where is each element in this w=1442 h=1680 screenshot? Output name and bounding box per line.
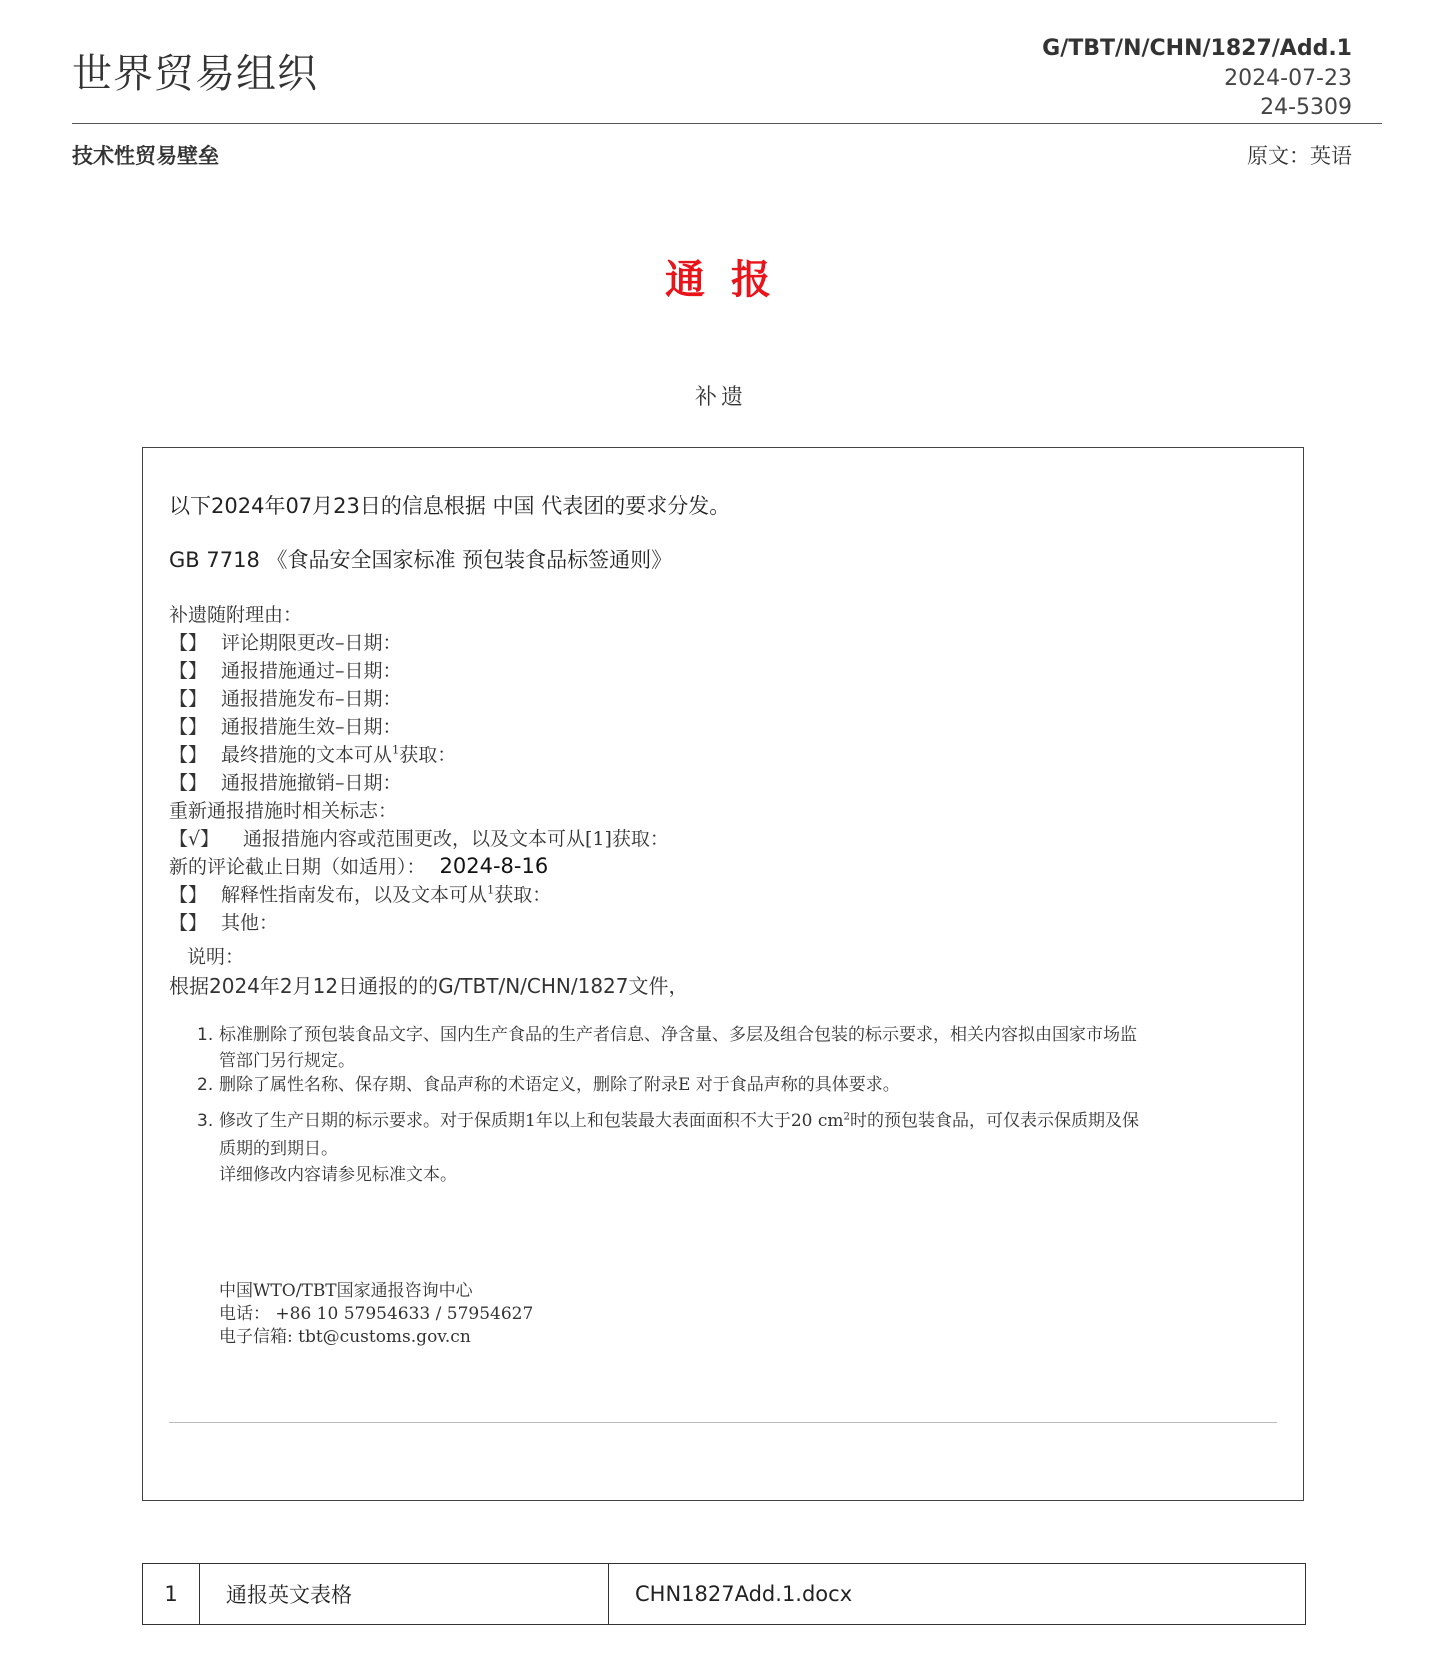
document-date: 2024-07-23 bbox=[1224, 66, 1352, 91]
reason-item bbox=[169, 628, 402, 655]
list-item bbox=[197, 1106, 1139, 1131]
new-deadline-value: 2024-8-16 bbox=[439, 854, 549, 878]
contact-phone: 电话： +86 10 57954633 / 57954627 bbox=[219, 1304, 534, 1324]
contact-email: 电子信箱: tbt@customs.gov.cn bbox=[219, 1327, 471, 1347]
original-language: 原文：英语 bbox=[1247, 144, 1352, 168]
committee-name: 技术性贸易壁垒 bbox=[72, 144, 219, 168]
checkbox-mark: 【】 bbox=[169, 632, 208, 654]
list-item bbox=[197, 1070, 900, 1095]
reason-label-suffix: 获取： bbox=[399, 744, 457, 766]
checkbox-mark-checked: 【√】 bbox=[169, 828, 220, 850]
list-number: 2. bbox=[197, 1075, 214, 1095]
interp-item bbox=[169, 880, 551, 907]
footnote-ref: 1 bbox=[392, 742, 400, 757]
renotify-item bbox=[169, 824, 669, 851]
renotify-heading: 重新通报措施时相关标志： bbox=[169, 800, 398, 822]
reason-item bbox=[169, 656, 402, 683]
box-divider bbox=[169, 1422, 1277, 1423]
description-label: 说明： bbox=[187, 946, 245, 968]
superscript: 2 bbox=[843, 1111, 850, 1123]
page-subtitle: 补遗 bbox=[694, 385, 747, 410]
checkbox-mark: 【】 bbox=[169, 884, 208, 906]
document-number: 24-5309 bbox=[1260, 95, 1352, 120]
checkbox-mark: 【】 bbox=[169, 660, 208, 682]
list-item bbox=[197, 1020, 1137, 1045]
notification-box bbox=[142, 447, 1304, 1501]
reason-item bbox=[169, 712, 402, 739]
interp-label-suffix: 获取： bbox=[494, 884, 552, 906]
list-item-continuation: 质期的到期日。 bbox=[219, 1139, 338, 1159]
list-text: 修改了生产日期的标示要求。对于保质期1年以上和包装最大表面面积不大于20 cm bbox=[219, 1111, 844, 1131]
reason-label: 评论期限更改–日期： bbox=[221, 632, 402, 654]
standard-title: GB 7718 《食品安全国家标准 预包装食品标签通则》 bbox=[169, 548, 673, 572]
file-index: 1 bbox=[143, 1564, 200, 1625]
document-symbol: G/TBT/N/CHN/1827/Add.1 bbox=[1042, 36, 1352, 61]
reason-label: 通报措施生效–日期： bbox=[221, 716, 402, 738]
reasons-heading: 补遗随附理由： bbox=[169, 604, 303, 626]
new-deadline bbox=[169, 852, 548, 879]
reason-label: 最终措施的文本可从 bbox=[221, 744, 393, 766]
intro-text: 以下2024年07月23日的信息根据 中国 代表团的要求分发。 bbox=[169, 494, 731, 518]
reason-item bbox=[169, 768, 402, 795]
organization-name: 世界贸易组织 bbox=[72, 51, 318, 97]
header-divider bbox=[72, 123, 1382, 124]
table-row bbox=[143, 1564, 1306, 1625]
interp-label: 解释性指南发布，以及文本可从 bbox=[221, 884, 488, 906]
checkbox-mark: 【】 bbox=[169, 688, 208, 710]
checkbox-mark: 【】 bbox=[169, 744, 208, 766]
footnote-ref: 1 bbox=[487, 882, 495, 897]
new-deadline-label: 新的评论截止日期（如适用）： bbox=[169, 856, 426, 878]
list-number: 3. bbox=[197, 1111, 214, 1131]
file-description: 通报英文表格 bbox=[200, 1564, 609, 1625]
other-item bbox=[169, 908, 278, 935]
detail-text: 详细修改内容请参见标准文本。 bbox=[219, 1165, 457, 1185]
list-number: 1. bbox=[197, 1025, 214, 1045]
list-item-continuation: 管部门另行规定。 bbox=[219, 1051, 355, 1071]
file-link[interactable]: CHN1827Add.1.docx bbox=[609, 1564, 1306, 1625]
checkbox-mark: 【】 bbox=[169, 912, 208, 934]
list-text-suffix: 时的预包装食品，可仅表示保质期及保 bbox=[849, 1111, 1139, 1131]
list-text: 标准删除了预包装食品文字、国内生产食品的生产者信息、净含量、多层及组合包装的标示要求，相关内容拟由国家市场监 bbox=[219, 1025, 1137, 1045]
reason-item bbox=[169, 740, 456, 767]
basis-text: 根据2024年2月12日通报的的G/TBT/N/CHN/1827文件， bbox=[169, 974, 689, 998]
checkbox-mark: 【】 bbox=[169, 716, 208, 738]
reason-label: 通报措施发布–日期： bbox=[221, 688, 402, 710]
contact-name: 中国WTO/TBT国家通报咨询中心 bbox=[219, 1281, 473, 1301]
checkbox-mark: 【】 bbox=[169, 772, 208, 794]
list-text: 删除了属性名称、保存期、食品声称的术语定义，删除了附录E 对于食品声称的具体要求。 bbox=[219, 1075, 900, 1095]
other-label: 其他： bbox=[221, 912, 279, 934]
page-title: 通 报 bbox=[665, 257, 777, 303]
renotify-label: 通报措施内容或范围更改，以及文本可从[1]获取： bbox=[243, 828, 669, 850]
reason-label: 通报措施撤销–日期： bbox=[221, 772, 402, 794]
reason-item bbox=[169, 684, 402, 711]
reason-label: 通报措施通过–日期： bbox=[221, 660, 402, 682]
files-table bbox=[142, 1563, 1306, 1625]
